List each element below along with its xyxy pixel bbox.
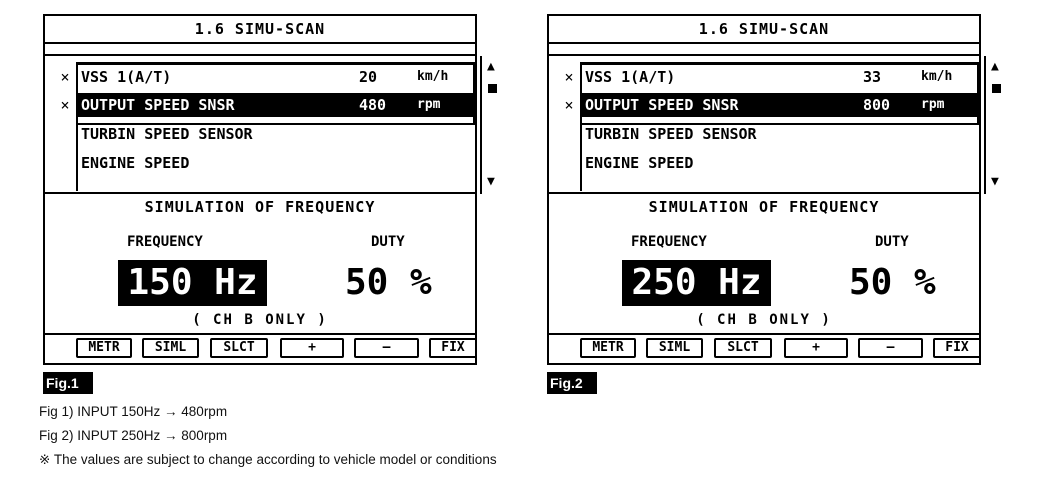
siml-button[interactable]: SIML xyxy=(142,338,199,358)
caption-note: ※ The values are subject to change according to vehicle model or conditions xyxy=(39,452,497,467)
function-key-bar xyxy=(549,333,979,363)
screen-title: 1.6 SIMU-SCAN xyxy=(549,16,979,44)
caption-fig2: Fig 2) INPUT 250Hz → 800rpm xyxy=(39,428,228,443)
scan-screen-1 xyxy=(43,14,495,365)
caption-fig1: Fig 1) INPUT 150Hz → 480rpm xyxy=(39,404,228,419)
channel-note: ( CH B ONLY ) xyxy=(696,312,832,328)
screen-title: 1.6 SIMU-SCAN xyxy=(45,16,475,44)
channel-note: ( CH B ONLY ) xyxy=(192,312,328,328)
slct-button[interactable]: SLCT xyxy=(714,338,772,358)
scroll-down-icon[interactable]: ▼ xyxy=(487,174,495,189)
scroll-up-icon[interactable]: ▲ xyxy=(991,59,999,74)
item-unit: rpm xyxy=(921,97,945,112)
fix-button[interactable]: FIX xyxy=(933,338,981,358)
selected-mark-icon: × xyxy=(60,68,70,86)
scroll-thumb[interactable] xyxy=(992,84,1001,93)
plus-button[interactable]: + xyxy=(784,338,848,358)
item-unit: rpm xyxy=(417,97,441,112)
item-name: ENGINE SPEED xyxy=(585,154,694,172)
fix-button[interactable]: FIX xyxy=(429,338,477,358)
plus-button[interactable]: + xyxy=(280,338,344,358)
selected-mark-icon: × xyxy=(60,96,70,114)
scroll-down-icon[interactable]: ▼ xyxy=(991,174,999,189)
scroll-thumb[interactable] xyxy=(488,84,497,93)
metr-button[interactable]: METR xyxy=(580,338,636,358)
frequency-label: FREQUENCY xyxy=(127,234,203,250)
siml-button[interactable]: SIML xyxy=(646,338,703,358)
simulation-title: SIMULATION OF FREQUENCY xyxy=(648,198,880,216)
metr-button[interactable]: METR xyxy=(76,338,132,358)
minus-button[interactable]: — xyxy=(858,338,923,358)
frequency-label: FREQUENCY xyxy=(631,234,707,250)
minus-button[interactable]: — xyxy=(354,338,419,358)
duty-value[interactable]: 50 % xyxy=(849,262,936,303)
scan-screen-2 xyxy=(547,14,999,365)
item-value: 480 xyxy=(359,96,387,114)
item-name: TURBIN SPEED SENSOR xyxy=(81,125,253,143)
item-unit: km/h xyxy=(921,69,953,84)
frequency-value[interactable]: 150 Hz xyxy=(118,260,267,306)
scrollbar[interactable] xyxy=(984,56,1006,194)
sensor-list xyxy=(549,54,999,194)
sensor-list xyxy=(45,54,495,194)
scroll-up-icon[interactable]: ▲ xyxy=(487,59,495,74)
function-key-bar xyxy=(45,333,475,363)
item-value: 800 xyxy=(863,96,891,114)
duty-value[interactable]: 50 % xyxy=(345,262,432,303)
item-name: ENGINE SPEED xyxy=(81,154,190,172)
frequency-value[interactable]: 250 Hz xyxy=(622,260,771,306)
duty-label: DUTY xyxy=(875,234,909,250)
item-name: OUTPUT SPEED SNSR xyxy=(81,96,235,114)
item-name: TURBIN SPEED SENSOR xyxy=(585,125,757,143)
item-value: 20 xyxy=(359,68,378,86)
duty-label: DUTY xyxy=(371,234,405,250)
simulation-title: SIMULATION OF FREQUENCY xyxy=(144,198,376,216)
item-unit: km/h xyxy=(417,69,449,84)
item-name: OUTPUT SPEED SNSR xyxy=(585,96,739,114)
item-value: 33 xyxy=(863,68,882,86)
slct-button[interactable]: SLCT xyxy=(210,338,268,358)
selected-mark-icon: × xyxy=(564,68,574,86)
item-name: VSS 1(A/T) xyxy=(81,68,172,86)
figure-tag-1: Fig.1 xyxy=(43,372,93,394)
figure-tag-2: Fig.2 xyxy=(547,372,597,394)
item-name: VSS 1(A/T) xyxy=(585,68,676,86)
scrollbar[interactable] xyxy=(480,56,502,194)
selected-mark-icon: × xyxy=(564,96,574,114)
